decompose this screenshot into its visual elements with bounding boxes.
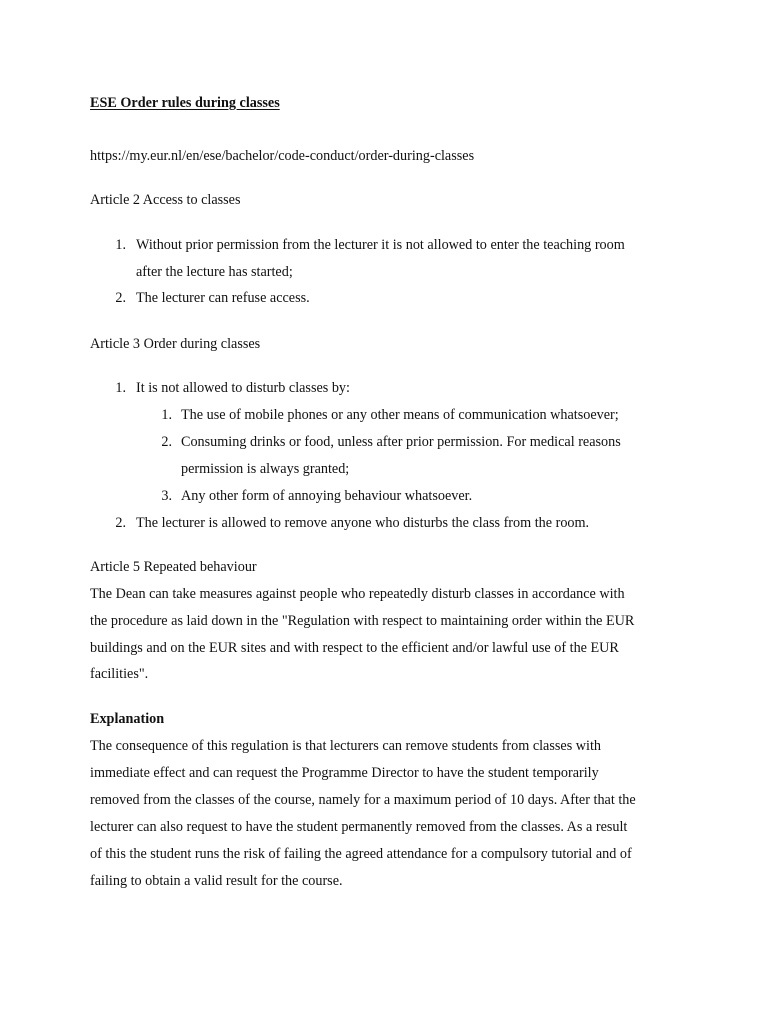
article-3-heading: Article 3 Order during classes	[90, 336, 261, 352]
article-3-subitem-2-number: 2.	[161, 434, 172, 450]
article-5-heading: Article 5 Repeated behaviour	[90, 559, 257, 575]
article-3-item-1-text: It is not allowed to disturb classes by:	[136, 380, 350, 396]
article-3-subitem-2-line-1: Consuming drinks or food, unless after prior permission. For medical reasons	[181, 434, 621, 450]
explanation-line-3: removed from the classes of the course, namely for a maximum period of 10 days. After that the	[90, 792, 636, 808]
explanation-line-5: of this the student runs the risk of failing the agreed attendance for a compulsory tutorial and of	[90, 846, 632, 862]
article-2-item-2-number: 2.	[115, 290, 126, 306]
explanation-line-4: lecturer can also request to have the student permanently removed from the classes. As a result	[90, 819, 628, 835]
explanation-heading: Explanation	[90, 711, 165, 727]
article-5-line-2: the procedure as laid down in the "Regulation with respect to maintaining order within the EUR	[90, 613, 635, 629]
article-3-item-2-number: 2.	[115, 515, 126, 531]
article-2-heading: Article 2 Access to classes	[90, 192, 241, 208]
article-2-item-2-line-1: The lecturer can refuse access.	[136, 290, 310, 306]
article-3-subitem-2-line-2: permission is always granted;	[181, 461, 350, 477]
article-5-line-4: facilities".	[90, 666, 149, 682]
article-2-item-1-line-1: Without prior permission from the lecturer it is not allowed to enter the teaching room	[136, 237, 625, 253]
article-5-line-1: The Dean can take measures against people who repeatedly disturb classes in accordance with	[90, 586, 625, 602]
explanation-line-1: The consequence of this regulation is that lecturers can remove students from classes with	[90, 738, 601, 754]
document-title: ESE Order rules during classes	[90, 95, 280, 111]
article-5-line-3: buildings and on the EUR sites and with respect to the efficient and/or lawful use of the EUR	[90, 640, 619, 656]
explanation-line-6: failing to obtain a valid result for the course.	[90, 873, 343, 889]
article-3-subitem-3-number: 3.	[161, 488, 172, 504]
source-url: https://my.eur.nl/en/ese/bachelor/code-conduct/order-during-classes	[90, 148, 475, 164]
article-3-subitem-3-line-1: Any other form of annoying behaviour whatsoever.	[181, 488, 473, 504]
explanation-line-2: immediate effect and can request the Programme Director to have the student temporarily	[90, 765, 599, 781]
article-3-subitem-1-number: 1.	[161, 407, 172, 423]
article-3-item-2-text: The lecturer is allowed to remove anyone who disturbs the class from the room.	[136, 515, 590, 531]
article-2-item-1-line-2: after the lecture has started;	[136, 264, 293, 280]
article-3-subitem-1-line-1: The use of mobile phones or any other means of communication whatsoever;	[181, 407, 619, 423]
article-2-item-1-number: 1.	[115, 237, 126, 253]
article-3-item-1-number: 1.	[115, 380, 126, 396]
